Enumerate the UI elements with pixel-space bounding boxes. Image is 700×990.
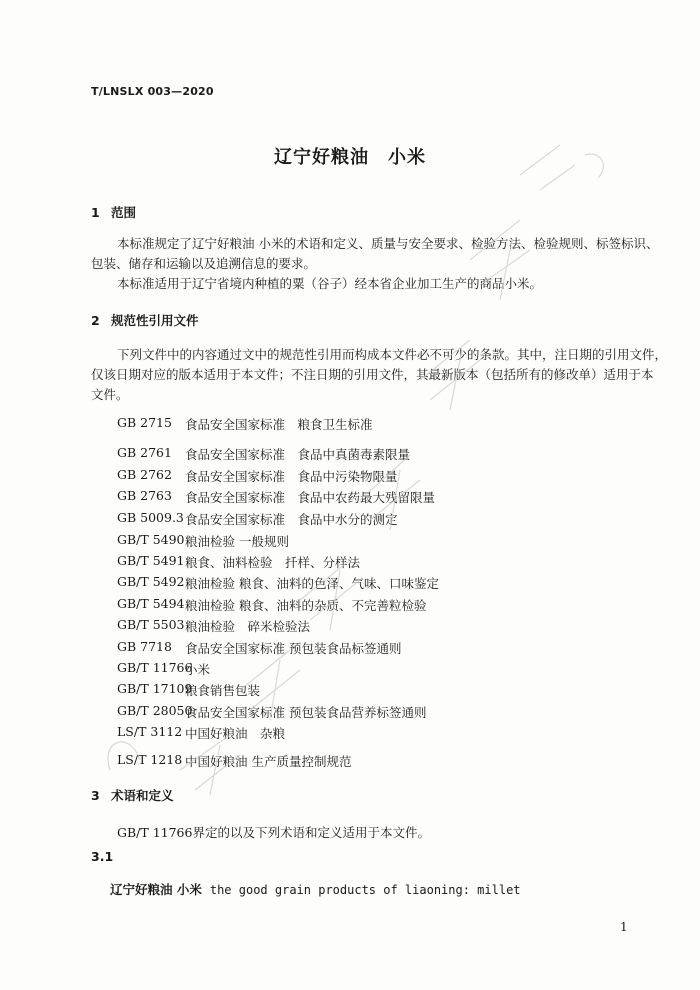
list-item <box>117 596 427 613</box>
paragraph-line: 包装、储存和运输以及追溯信息的要求。 <box>91 256 317 271</box>
list-item <box>117 445 411 462</box>
reference-code: GB/T 11766 <box>117 660 193 675</box>
reference-code: GB/T 17109 <box>117 681 193 696</box>
reference-title: 小米 <box>185 662 211 677</box>
reference-title: 中国好粮油 生产质量控制规范 <box>185 754 352 769</box>
reference-code: GB/T 5491 <box>117 553 185 568</box>
section-1-heading <box>91 203 136 221</box>
reference-title: 粮油检验 粮食、油料的杂质、不完善粒检验 <box>185 598 427 613</box>
reference-title: 食品安全国家标准 粮食卫生标准 <box>185 417 373 432</box>
reference-title: 粮食销售包装 <box>185 683 261 698</box>
reference-title: 粮油检验 粮食、油料的色泽、气味、口味鉴定 <box>185 576 439 591</box>
reference-code: LS/T 3112 <box>117 724 183 739</box>
list-item <box>117 681 261 698</box>
paragraph-line: 仅该日期对应的版本适用于本文件；不注日期的引用文件，其最新版本（包括所有的修改单）适用于本 <box>91 367 654 382</box>
reference-code: GB/T 5490 <box>117 532 185 547</box>
subsection-3-1-number: 3.1 <box>91 849 114 864</box>
term-english: the good grain products of liaoning: millet <box>209 883 521 897</box>
page-number: 1 <box>620 920 628 934</box>
list-item <box>117 532 289 549</box>
section-1-body <box>91 234 659 294</box>
section-2-body <box>91 345 668 405</box>
reference-code: GB/T 5494 <box>117 596 185 611</box>
list-item <box>117 660 211 677</box>
section-3-heading <box>91 786 174 804</box>
list-item <box>117 724 286 741</box>
term-entry <box>110 880 521 898</box>
section-3-body <box>91 823 649 843</box>
reference-title: 食品安全国家标准 预包装食品营养标签通则 <box>185 705 427 720</box>
section-number: 2 <box>91 313 100 328</box>
reference-title: 食品安全国家标准 预包装食品标签通则 <box>185 641 402 656</box>
list-item <box>117 574 439 591</box>
reference-code: GB 2762 <box>117 467 172 482</box>
list-item <box>117 617 311 634</box>
paragraph-line: 文件。 <box>91 387 129 402</box>
reference-title: 粮食、油料检验 扦样、分样法 <box>185 555 361 570</box>
list-item <box>117 639 402 656</box>
reference-code: GB/T 5503 <box>117 617 185 632</box>
paragraph-line: 本标准适用于辽宁省境内种植的粟（谷子）经本省企业加工生产的商品小米。 <box>117 276 543 291</box>
reference-title: 食品安全国家标准 食品中真菌毒素限量 <box>185 447 411 462</box>
reference-title: 粮油检验 一般规则 <box>185 534 289 549</box>
reference-code: LS/T 1218 <box>117 752 183 767</box>
reference-title: 食品安全国家标准 食品中污染物限量 <box>185 469 398 484</box>
reference-code: GB 7718 <box>117 639 172 654</box>
document-title: 辽宁好粮油 小米 <box>274 147 426 168</box>
section-number: 3 <box>91 788 100 803</box>
reference-code: GB 2763 <box>117 488 172 503</box>
reference-title: 食品安全国家标准 食品中水分的测定 <box>185 512 398 527</box>
section-title: 范围 <box>111 205 137 220</box>
term-chinese: 辽宁好粮油 小米 <box>110 882 202 897</box>
section-title: 规范性引用文件 <box>111 313 199 328</box>
reference-title: 食品安全国家标准 食品中农药最大残留限量 <box>185 490 436 505</box>
section-2-heading <box>91 311 199 329</box>
reference-code: GB/T 28050 <box>117 703 193 718</box>
list-item <box>117 488 436 505</box>
reference-code: GB/T 5492 <box>117 574 185 589</box>
list-item <box>117 510 398 527</box>
paragraph-line: GB/T 11766界定的以及下列术语和定义适用于本文件。 <box>117 825 430 840</box>
section-number: 1 <box>91 205 100 220</box>
list-item <box>117 467 398 484</box>
list-item <box>117 553 361 570</box>
list-item <box>117 752 352 769</box>
reference-code: GB 2761 <box>117 445 172 460</box>
list-item <box>117 703 427 720</box>
paragraph-line: 本标准规定了辽宁好粮油 小米的术语和定义、质量与安全要求、检验方法、检验规则、标签标识、 <box>117 236 659 251</box>
reference-title: 粮油检验 碎米检验法 <box>185 619 311 634</box>
reference-title: 中国好粮油 杂粮 <box>185 726 286 741</box>
reference-code: GB 2715 <box>117 415 172 430</box>
paragraph-line: 下列文件中的内容通过文中的规范性引用而构成本文件必不可少的条款。其中，注日期的引用文件， <box>117 347 668 362</box>
reference-code: GB 5009.3 <box>117 510 184 525</box>
section-title: 术语和定义 <box>111 788 174 803</box>
list-item <box>117 415 373 432</box>
standard-code: T/LNSLX 003—2020 <box>91 85 214 98</box>
